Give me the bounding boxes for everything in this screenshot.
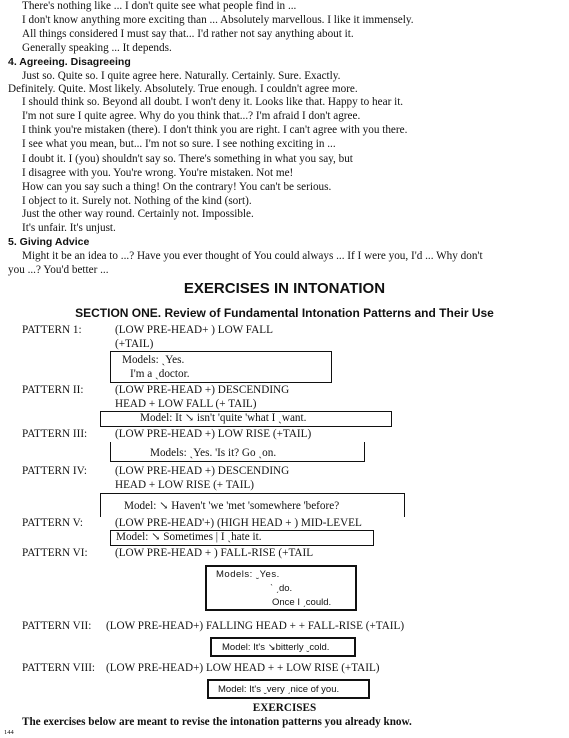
model-text: Model: ↘ Sometimes | I ˏhate it. xyxy=(116,531,262,543)
model-text: Model: It's ˬvery ˏnice of you. xyxy=(218,684,340,695)
phrase-line: There's nothing like ... I don't quite see what people find in ... xyxy=(22,0,297,12)
pattern-label: PATTERN II: xyxy=(22,384,84,396)
exercises-intro: The exercises below are meant to revise the intonation patterns you already know. xyxy=(22,716,412,728)
phrase-line: I doubt it. I (you) shouldn't say so. There's something in what you say, but xyxy=(22,153,353,165)
phrase-line: I should think so. Beyond all doubt. I won't deny it. Looks like that. Happy to hear it. xyxy=(22,96,404,108)
pattern-description: (LOW PRE-HEAD+ ) LOW FALL xyxy=(115,324,273,336)
pattern-description: HEAD + LOW FALL (+ TAIL) xyxy=(115,398,257,410)
section-heading-agreeing: 4. Agreeing. Disagreeing xyxy=(8,56,131,68)
exercises-heading: EXERCISES xyxy=(252,702,317,714)
section-one-title: SECTION ONE. Review of Fundamental Intonation Patterns and Their Use xyxy=(75,306,494,320)
phrase-line: Just so. Quite so. I quite agree here. Naturally. Certainly. Sure. Exactly. xyxy=(22,70,341,82)
pattern-description: (LOW PRE-HEAD'+) (HIGH HEAD + ) MID-LEVEL xyxy=(115,517,362,529)
phrase-line: I'm not sure I quite agree. Why do you think that...? I'm afraid I don't agree. xyxy=(22,110,361,122)
model-text: Model: It ↘ isn't 'quite 'what I ˏwant. xyxy=(140,412,307,424)
page-number: 144 xyxy=(4,729,14,736)
exercises-in-intonation-title: EXERCISES IN INTONATION xyxy=(183,280,386,297)
pattern-label: PATTERN V: xyxy=(22,517,84,529)
phrase-line: I don't know anything more exciting than ... Absolutely marvellous. I like it immensely. xyxy=(22,14,414,26)
model-text: Models: ˎYes. 'Is it? Go ˎon. xyxy=(150,447,277,459)
pattern-label: PATTERN IV: xyxy=(22,465,87,477)
pattern-description: (LOW PRE-HEAD +) LOW RISE (+TAIL) xyxy=(115,428,312,440)
pattern-label: PATTERN VIII: xyxy=(22,662,96,674)
pattern-description: (LOW PRE-HEAD +) DESCENDING xyxy=(115,465,290,477)
phrase-line: I think you're mistaken (there). I don't think you are right. I can't agree with you there. xyxy=(22,124,408,136)
pattern-description: (LOW PRE-HEAD +) DESCENDING xyxy=(115,384,290,396)
phrase-line: Generally speaking ... It depends. xyxy=(22,42,172,54)
pattern-label: PATTERN VII: xyxy=(22,620,92,632)
phrase-line: It's unfair. It's unjust. xyxy=(22,222,116,234)
phrase-line: I disagree with you. You're wrong. You're mistaken. Not me! xyxy=(22,167,294,179)
pattern-description: (+TAIL) xyxy=(115,338,154,350)
pattern-label: PATTERN III: xyxy=(22,428,88,440)
model-text: Model: ↘ Haven't 'we 'met 'somewhere 'before? xyxy=(124,500,340,512)
pattern-description: (LOW PRE-HEAD+) FALLING HEAD + + FALL-RISE (+TAIL) xyxy=(106,620,405,632)
section-heading-advice: 5. Giving Advice xyxy=(8,236,90,248)
pattern-description: HEAD + LOW RISE (+ TAIL) xyxy=(115,479,255,491)
advice-line: Might it be an idea to ...? Have you ever thought of You could always ... If I were you, I'd ... Why don't xyxy=(22,250,483,262)
phrase-line: I object to it. Surely not. Nothing of the kind (sort). xyxy=(22,195,252,207)
model-text: Model: It's ↘bitterly ˬcold. xyxy=(222,642,330,653)
phrase-line: Just the other way round. Certainly not. Impossible. xyxy=(22,208,254,220)
phrase-line: Definitely. Quite. Most likely. Absolutely. True enough. I couldn't agree more. xyxy=(8,83,358,95)
model-text: Models: ˬYes. xyxy=(216,569,280,580)
pattern-description: (LOW PRE-HEAD+) LOW HEAD + + LOW RISE (+TAIL) xyxy=(106,662,380,674)
phrase-line: All things considered I must say that... I'd rather not say anything about it. xyxy=(22,28,354,40)
phrase-line: How can you say such a thing! On the contrary! You can't be serious. xyxy=(22,181,332,193)
pattern-label: PATTERN VI: xyxy=(22,547,88,559)
phrase-line: I see what you mean, but... I'm not so sure. I see nothing exciting in ... xyxy=(22,138,336,150)
pattern-label: PATTERN 1: xyxy=(22,324,82,336)
advice-line: you ...? You'd better ... xyxy=(8,264,109,276)
pattern-description: (LOW PRE-HEAD + ) FALL-RISE (+TAIL xyxy=(115,547,314,559)
model-text: Models: ˏYes. xyxy=(122,354,185,366)
model-text: ˋ ˏdo. xyxy=(270,583,293,594)
model-text: I'm a ˏdoctor. xyxy=(130,368,190,380)
model-text: Once I ˏcould. xyxy=(272,597,332,608)
